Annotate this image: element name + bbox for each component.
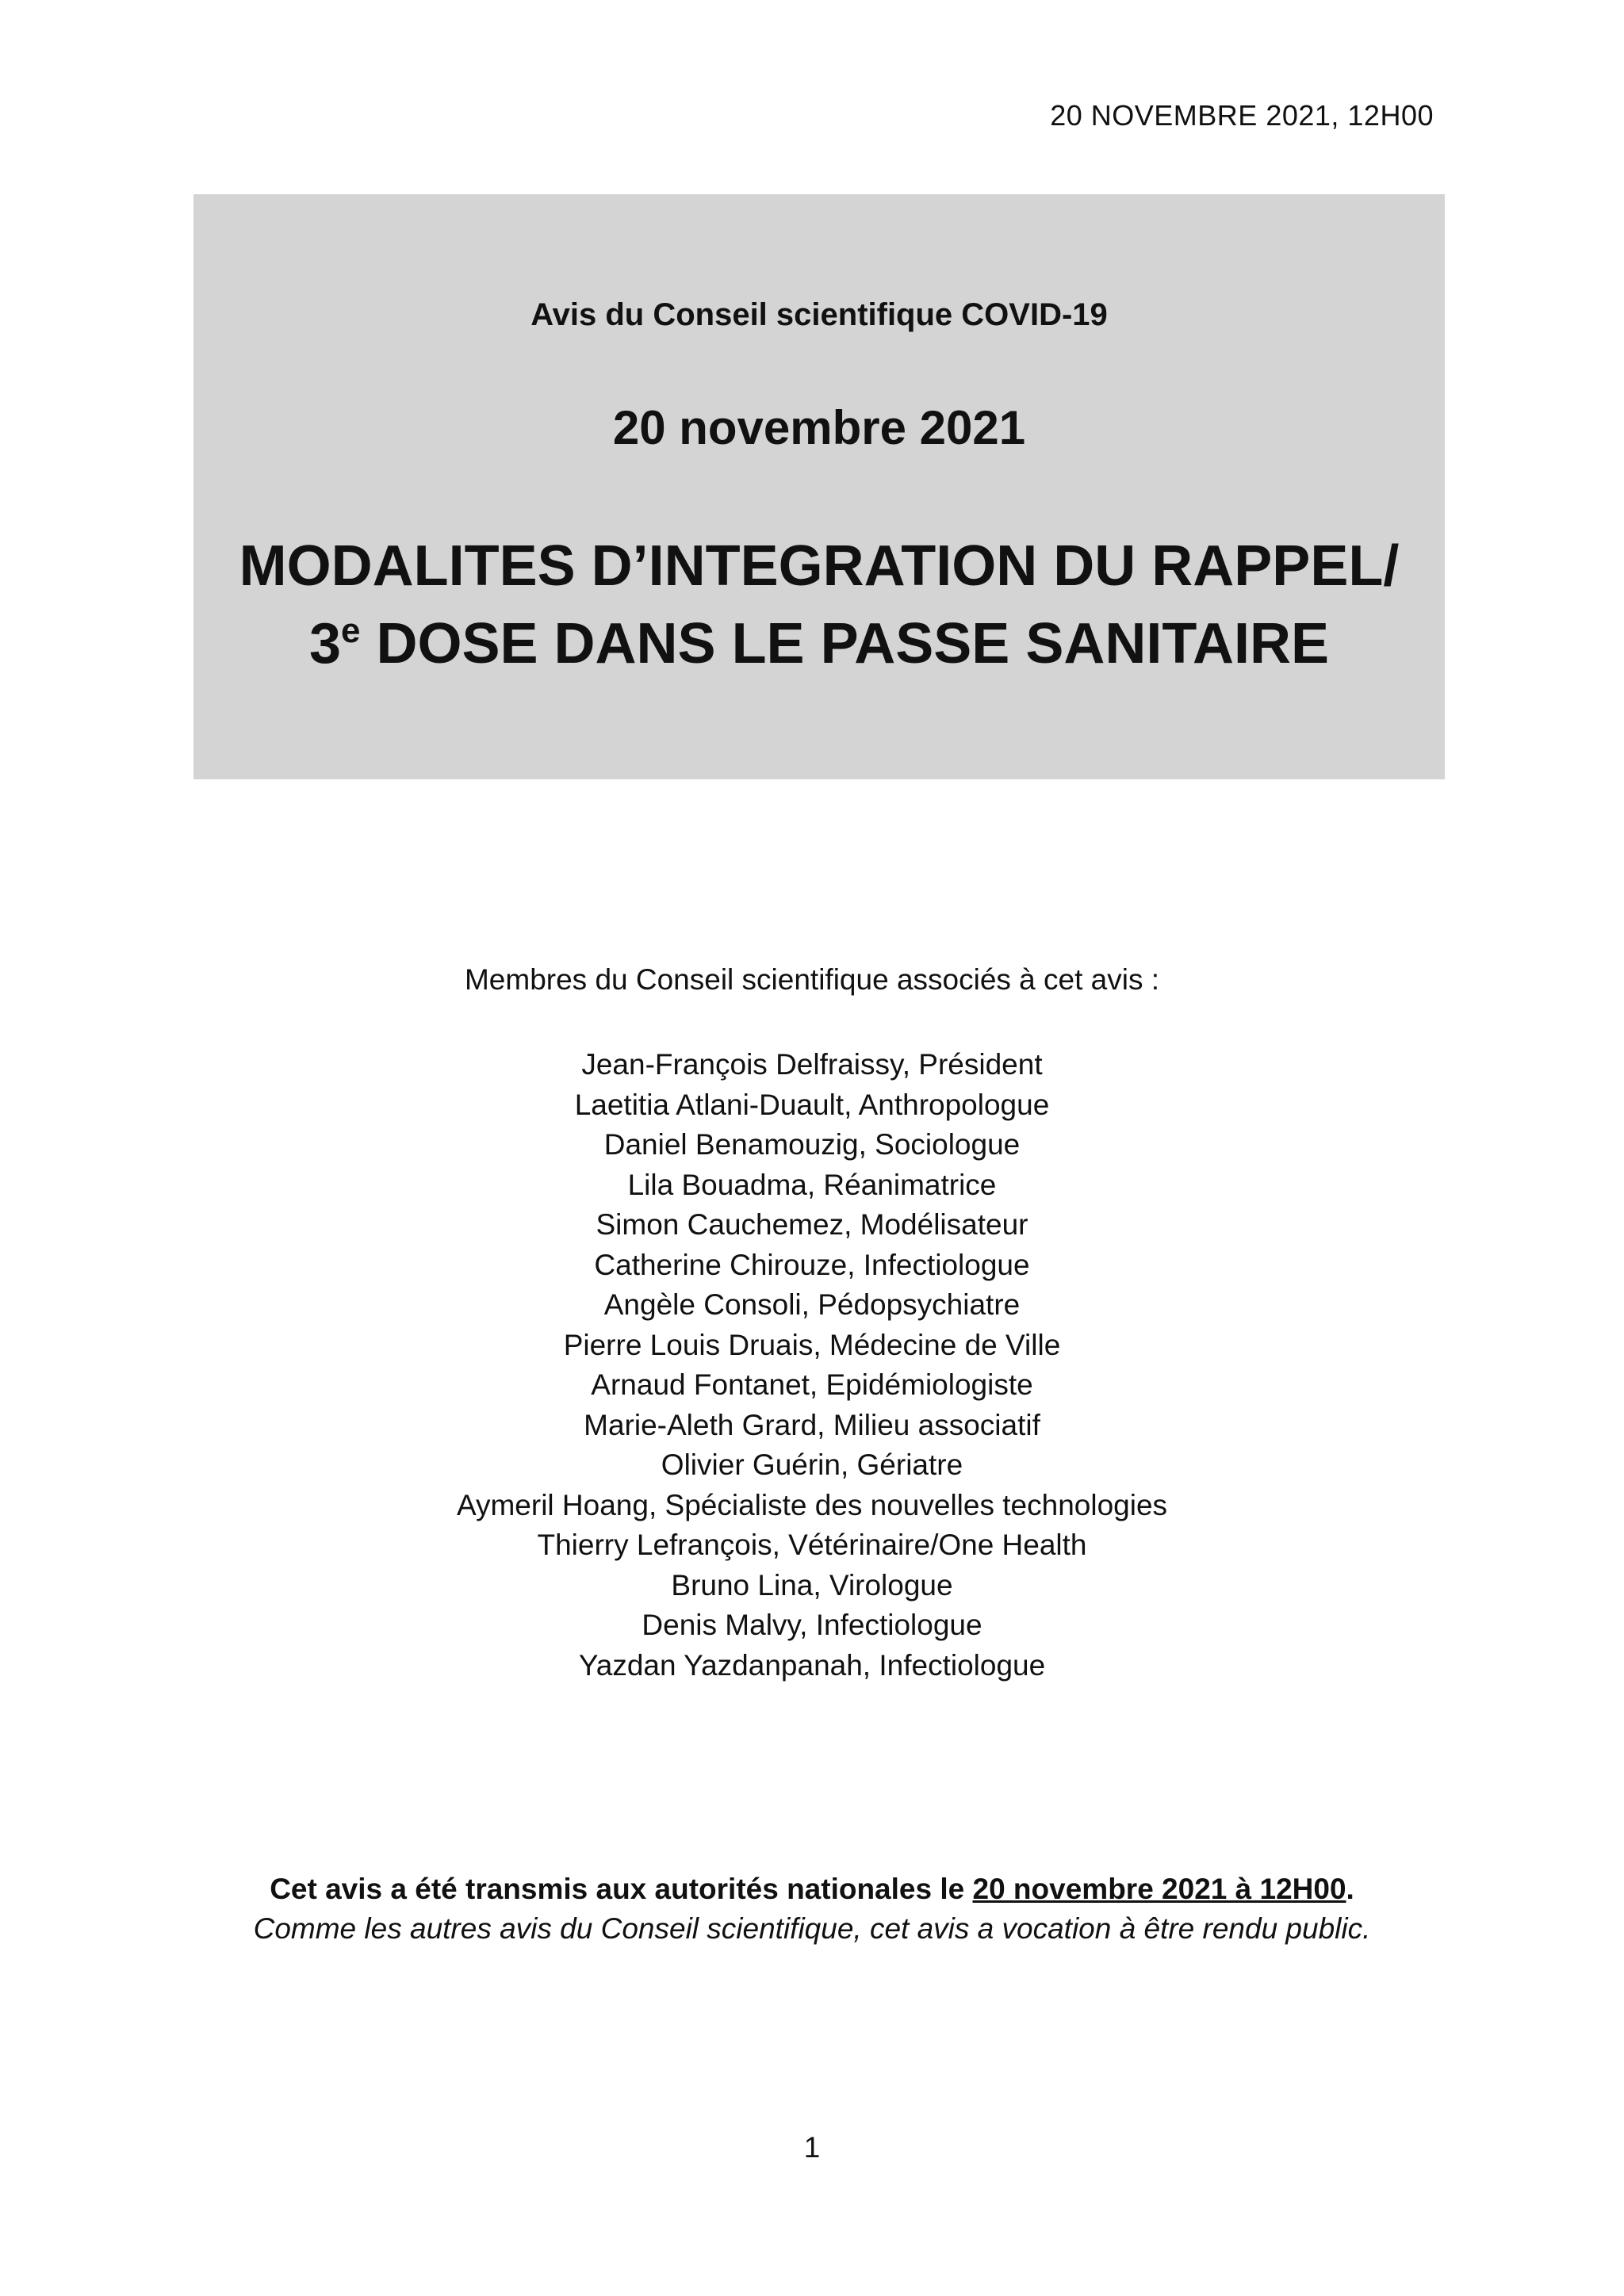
member-item: Olivier Guérin, Gériatre [661,1448,963,1481]
member-item: Pierre Louis Druais, Médecine de Ville [563,1328,1061,1361]
title-line-2-rest: DOSE DANS LE PASSE SANITAIRE [360,612,1330,675]
transmission-suffix: . [1346,1873,1354,1905]
title-line-2 [193,605,1445,683]
members-list [0,1045,1624,1686]
header-date-time: 20 NOVEMBRE 2021, 12H00 [1050,99,1434,132]
member-item: Catherine Chirouze, Infectiologue [594,1248,1030,1281]
member-item: Jean-François Delfraissy, Président [581,1048,1043,1081]
document-title [193,527,1445,683]
member-item: Laetitia Atlani-Duault, Anthropologue [574,1088,1050,1121]
member-item: Angèle Consoli, Pédopsychiatre [603,1288,1021,1321]
transmission-date: 20 novembre 2021 à 12H00 [972,1873,1346,1905]
member-item: Thierry Lefrançois, Vétérinaire/One Health [537,1529,1087,1561]
title-line-2-prefix: 3 [308,612,342,675]
member-item: Bruno Lina, Virologue [671,1568,953,1601]
member-item: Denis Malvy, Infectiologue [642,1609,982,1641]
member-item: Lila Bouadma, Réanimatrice [627,1168,997,1201]
member-item: Arnaud Fontanet, Epidémiologiste [591,1368,1033,1401]
page-number: 1 [803,2131,821,2164]
document-subtitle: Avis du Conseil scientifique COVID-19 [530,297,1108,332]
member-item: Marie-Aleth Grard, Milieu associatif [584,1408,1040,1441]
public-notice: Comme les autres avis du Conseil scientifique, cet avis a vocation à être rendu public. [253,1912,1371,1945]
transmission-notice [0,1873,1624,1906]
title-box [193,194,1445,779]
transmission-prefix: Cet avis a été transmis aux autorités nationales le [270,1873,973,1905]
member-item: Aymeril Hoang, Spécialiste des nouvelles technologies [456,1488,1168,1521]
member-item: Daniel Benamouzig, Sociologue [603,1128,1021,1161]
member-item: Simon Cauchemez, Modélisateur [596,1208,1028,1241]
document-date: 20 novembre 2021 [612,401,1026,454]
title-superscript: e [341,611,361,650]
members-heading: Membres du Conseil scientifique associés à cet avis : [464,963,1160,996]
title-line-1: MODALITES D’INTEGRATION DU RAPPEL/ [239,534,1400,598]
member-item: Yazdan Yazdanpanah, Infectiologue [578,1648,1046,1682]
